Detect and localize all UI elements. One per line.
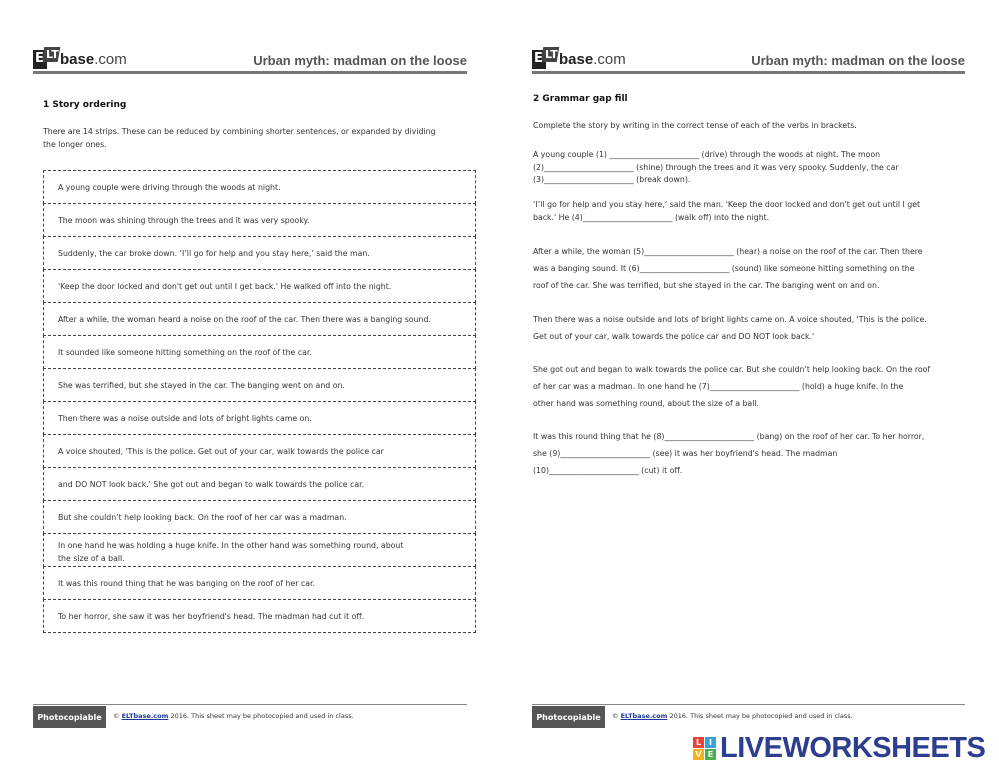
story-strip[interactable]: 'Keep the door locked and don't get out until I get back.' He walked off into the night.: [43, 269, 476, 303]
intro-text: There are 14 strips. These can be reduced by combining shorter sentences, or expanded by dividing the longer ones.: [43, 127, 436, 149]
story-strip[interactable]: After a while, the woman heard a noise on the roof of the car. Then there was a banging sound.: [43, 302, 476, 336]
header-rule: [33, 71, 467, 74]
lw-letter-e: E: [705, 749, 716, 760]
lw-letter-v: V: [693, 749, 704, 760]
liveworksheets-grid-icon: [693, 737, 716, 760]
story-strip[interactable]: Then there was a noise outside and lots of bright lights came on.: [43, 401, 476, 435]
story-strip[interactable]: To her horror, she saw it was her boyfriend's head. The madman had cut it off.: [43, 599, 476, 633]
logo-word: base.com: [60, 50, 127, 68]
story-strip[interactable]: It was this round thing that he was banging on the roof of her car.: [43, 566, 476, 600]
logo-word: base.com: [559, 50, 626, 68]
lw-letter-l: L: [693, 737, 704, 748]
copyright-text: © ELTbase.com 2016. This sheet may be photocopied and used in class.: [612, 712, 853, 720]
story-strips: [43, 171, 476, 633]
photocopiable-badge: Photocopiable: [33, 706, 106, 728]
page-footer: [33, 704, 467, 730]
story-strip[interactable]: But she couldn’t help looking back. On the roof of her car was a madman.: [43, 500, 476, 534]
eltbase-link[interactable]: ELTbase.com: [121, 712, 169, 720]
gap-fill-paragraph: ‘I’ll go for help and you stay here,’ said the man. 'Keep the door locked and don't get out until I get back.' He (4)_______________________ (walk off) into the night.: [533, 200, 921, 222]
photocopiable-badge: Photocopiable: [532, 706, 605, 728]
section-title-gap-fill: 2 Grammar gap fill: [533, 94, 628, 104]
gap-fill-paragraph: It was this round thing that he (8)_______________________ (bang) on the roof of her car. To her horror, she (9)_______________________ (see) it was her boyfriend's head. The madman (10)_______________________ (cut) it off.: [533, 432, 925, 475]
story-strip[interactable]: A young couple were driving through the woods at night.: [43, 170, 476, 204]
story-strip[interactable]: It sounded like someone hitting something on the roof of the car.: [43, 335, 476, 369]
liveworksheets-logo: [693, 733, 985, 763]
eltbase-logo-mark: E LT: [532, 47, 558, 71]
gap-fill-paragraph: Then there was a noise outside and lots of bright lights came on. A voice shouted, 'This is the police. Get out of your car, walk towards the police car and DO NOT look back.': [533, 315, 927, 341]
gap-fill-instructions: Complete the story by writing in the correct tense of each of the verbs in brackets.: [533, 121, 857, 130]
document-title: Urban myth: madman on the loose: [253, 53, 467, 68]
eltbase-logo: [532, 46, 626, 72]
story-strip[interactable]: Suddenly, the car broke down. ‘I’ll go for help and you stay here,’ said the man.: [43, 236, 476, 270]
liveworksheets-wordmark: LIVEWORKSHEETS: [720, 731, 986, 764]
section-title-story-ordering: 1 Story ordering: [43, 100, 127, 110]
story-strip[interactable]: A voice shouted, 'This is the police. Get out of your car, walk towards the police car: [43, 434, 476, 468]
header-rule: [532, 71, 965, 74]
gap-fill-paragraph: After a while, the woman (5)_______________________ (hear) a noise on the roof of the car. Then there was a banging sound. It (6)_______________________ (sound) like someone hitting something on the roof of the car. She was terrified, but she stayed in the car. The banging went on and on.: [533, 247, 923, 290]
story-strip[interactable]: and DO NOT look back.' She got out and began to walk towards the police car.: [43, 467, 476, 501]
eltbase-logo: [33, 46, 127, 72]
document-title: Urban myth: madman on the loose: [751, 53, 965, 68]
page-header: [532, 46, 965, 74]
page-footer: [532, 704, 965, 730]
story-strip[interactable]: She was terrified, but she stayed in the car. The banging went on and on.: [43, 368, 476, 402]
eltbase-logo-mark: E LT: [33, 47, 59, 71]
lw-letter-i: I: [705, 737, 716, 748]
page-header: [33, 46, 467, 74]
gap-fill-paragraph: She got out and began to walk towards the police car. But she couldn’t help looking back. On the roof of her car was a madman. In one hand he (7)_______________________ (hold) a huge knife. In the other hand was something round, about the size of a ball.: [533, 365, 931, 408]
gap-fill-paragraph: A young couple (1) _______________________ (drive) through the woods at night. The moon (2)_______________________ (shine) through the trees and it was very spooky. Suddenly, the car (3)_______________________ (break down).: [533, 150, 899, 184]
footer-rule: [532, 704, 965, 705]
story-strip[interactable]: In one hand he was holding a huge knife. In the other hand was something round, about the size of a ball.: [43, 533, 476, 567]
copyright-text: © ELTbase.com 2016. This sheet may be photocopied and used in class.: [113, 712, 354, 720]
eltbase-link[interactable]: ELTbase.com: [620, 712, 668, 720]
story-strip[interactable]: The moon was shining through the trees and it was very spooky.: [43, 203, 476, 237]
footer-rule: [33, 704, 467, 705]
